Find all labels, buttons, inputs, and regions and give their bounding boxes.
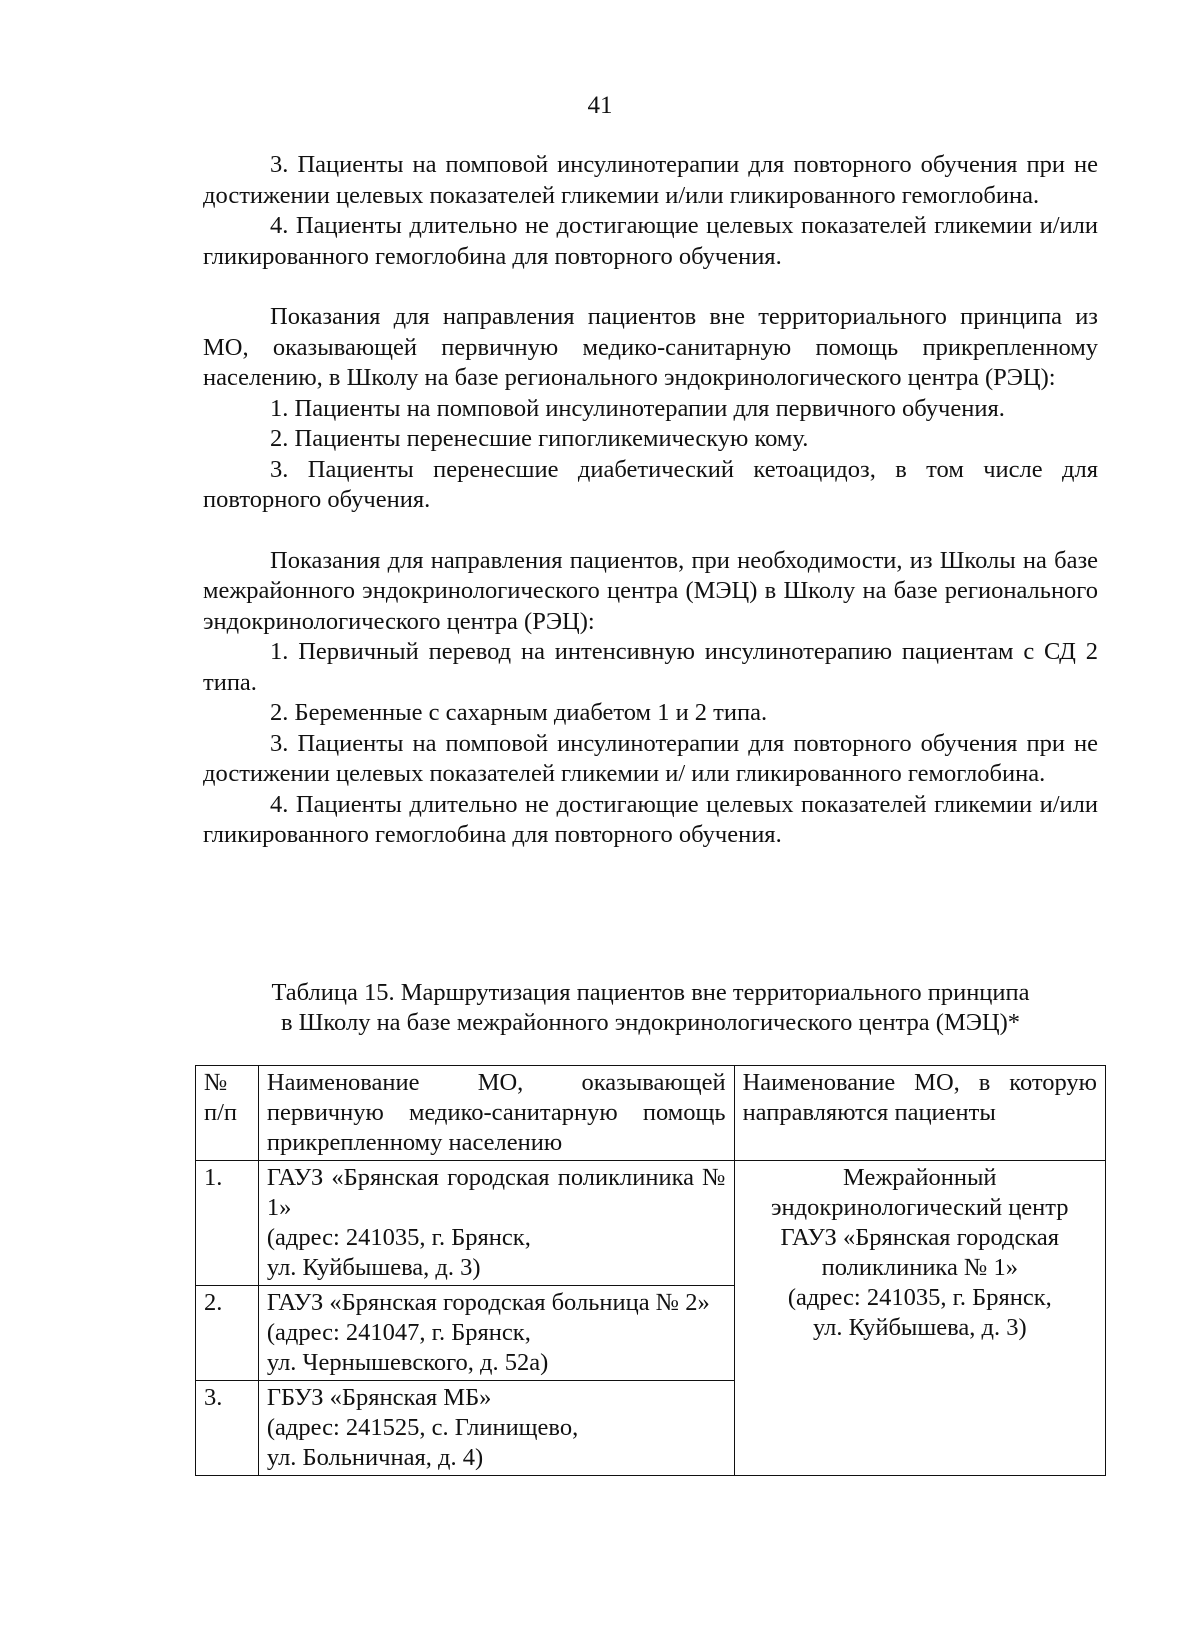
section-mec-item-3: 3. Пациенты на помповой инсулинотерапии для повторного обучения при не достижении целевых показателей гликемии и/ или гликированного гемоглобина. [203,729,1098,787]
routing-table [195,1065,1106,1476]
header-num [196,1066,259,1161]
section-mec-intro: Показания для направления пациентов, при необходимости, из Школы на базе межрайонного эндокринологического центра (МЭЦ) в Школу на базе регионального эндокринологического центра (РЭЦ): [203,546,1098,635]
row-name-cell [258,1161,734,1286]
section-rec-item-2: 2. Пациенты перенесшие гипогликемическую кому. [270,425,809,452]
section-mec-item-1: 1. Первичный перевод на интенсивную инсулинотерапию пациентам с СД 2 типа. [203,638,1098,696]
row-name-cell [258,1286,734,1381]
row-address-line-1: (адрес: 241035, г. Брянск, [266,1224,531,1251]
table-caption-line-2: в Школу на базе межрайонного эндокринологического центра (МЭЦ)* [280,1009,1021,1036]
row-num: 2. [196,1286,259,1381]
header-target: Наименование МО, в которую направляются пациенты [734,1066,1105,1161]
paragraph-item-3: 3. Пациенты на помповой инсулинотерапии для повторного обучения при не достижении целевых показателей гликемии и/или гликированного гемоглобина. [203,151,1098,209]
section-gap [203,516,1098,546]
section-rec-item-3: 3. Пациенты перенесшие диабетический кетоацидоз, в том числе для повторного обучения. [203,455,1098,513]
header-num-line-2: п/п [204,1099,238,1126]
target-line-4: ул. Куйбышева, д. 3) [812,1314,1027,1341]
row-address-line-2: ул. Куйбышева, д. 3) [266,1254,481,1281]
row-num: 3. [196,1381,259,1476]
section-rec-item-1: 1. Пациенты на помповой инсулинотерапии для первичного обучения. [270,394,1005,422]
paragraph-item-4: 4. Пациенты длительно не достигающие целевых показателей гликемии и/или гликированного гемоглобина для повторного обучения. [203,212,1098,270]
row-name: ГАУЗ «Брянская городская больница № 2» [266,1289,710,1316]
target-line-1: Межрайонный эндокринологический центр [770,1164,1069,1221]
table-header-row [196,1066,1106,1161]
section-rec-intro: Показания для направления пациентов вне территориального принципа из МО, оказывающей первичную медико-санитарную помощь прикрепленному населению, в Школу на базе регионального эндокринологического центра (РЭЦ): [203,303,1098,391]
table-row [196,1161,1106,1286]
row-address-line-2: ул. Чернышевского, д. 52а) [266,1349,549,1376]
page-number: 41 [587,92,613,119]
header-name: Наименование МО, оказывающей первичную медико-санитарную помощь прикрепленному населению [258,1066,734,1161]
row-address-line-1: (адрес: 241525, с. Глинищево, [266,1414,579,1441]
row-address-line-2: ул. Больничная, д. 4) [266,1444,484,1471]
table-caption-line-1: Таблица 15. Маршрутизация пациентов вне территориального принципа [271,979,1030,1006]
row-address-line-1: (адрес: 241047, г. Брянск, [266,1319,531,1346]
row-name: ГАУЗ «Брянская городская поликлиника № 1» [266,1164,726,1221]
row-num: 1. [196,1161,259,1286]
row-name: ГБУЗ «Брянская МБ» [266,1384,492,1411]
target-line-2: ГАУЗ «Брянская городская поликлиника № 1» [780,1224,1060,1281]
target-line-3: (адрес: 241035, г. Брянск, [787,1284,1052,1311]
section-mec-item-2: 2. Беременные с сахарным диабетом 1 и 2 типа. [270,699,768,726]
target-cell [734,1161,1105,1476]
section-mec-item-4: 4. Пациенты длительно не достигающие целевых показателей гликемии и/или гликированного гемоглобина для повторного обучения. [203,790,1098,848]
document-body [203,150,1098,851]
section-gap [203,272,1098,302]
header-num-line-1: № [204,1069,228,1096]
table-caption [203,978,1098,1038]
row-name-cell [258,1381,734,1476]
